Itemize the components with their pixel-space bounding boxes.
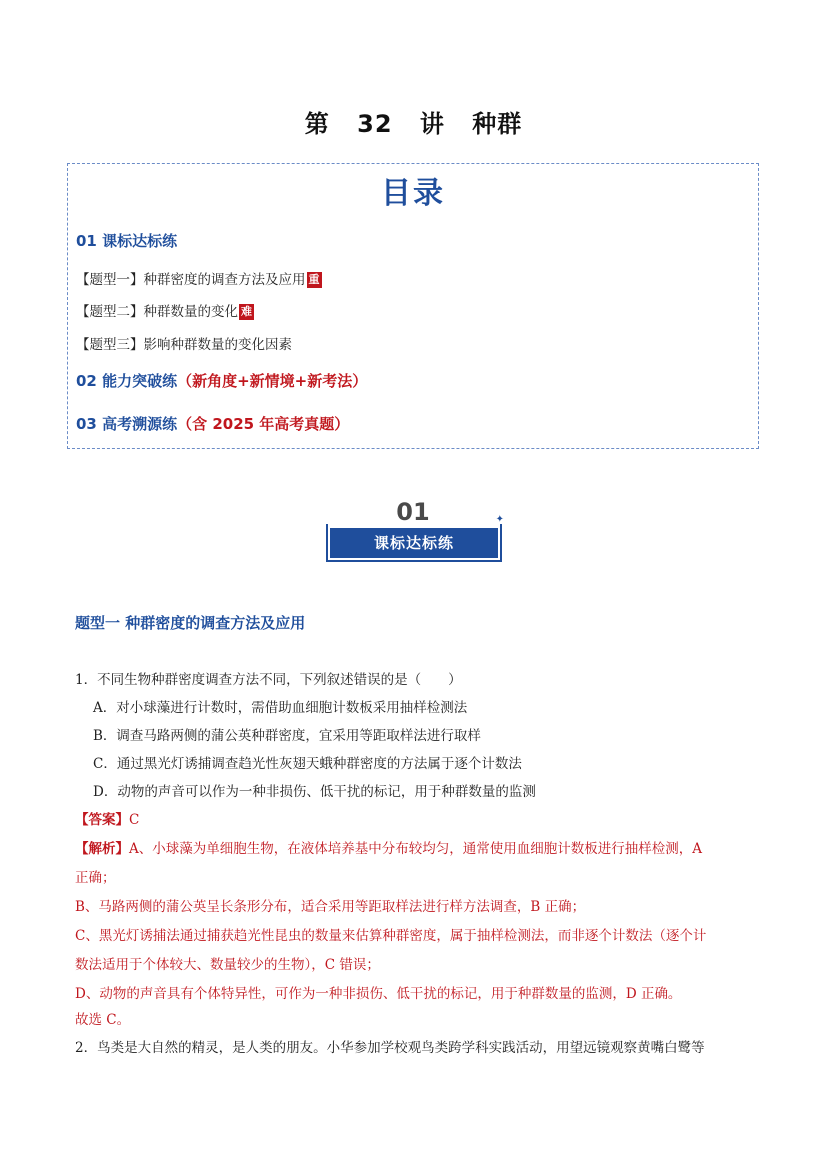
analysis-label: 【解析】 — [75, 841, 129, 857]
answer-label: 【答案】 — [75, 812, 129, 828]
toc-section-3[interactable] — [76, 413, 349, 434]
analysis-text: A、小球藻为单细胞生物，在液体培养基中分布较均匀，通常使用血细胞计数板进行抽样检测，A — [129, 841, 702, 857]
toc-item-label: 【题型一】种群密度的调查方法及应用 — [76, 272, 306, 288]
analysis-line: D、动物的声音具有个体特异性，可作为一种非损伤、低干扰的标记，用于种群数量的监测，D 正确。 — [75, 986, 682, 1002]
sparkle-icon: ✦ — [495, 514, 504, 525]
analysis-line — [75, 837, 702, 857]
question-1-stem: 1．不同生物种群密度调查方法不同，下列叙述错误的是（ ） — [75, 672, 462, 688]
toc-section-label: 03 高考溯源练 — [76, 415, 178, 433]
analysis-line: 数法适用于个体较大、数量较少的生物），C 错误； — [75, 957, 380, 973]
toc-heading: 目录 — [381, 176, 445, 211]
toc-item-label: 【题型三】影响种群数量的变化因素 — [76, 337, 292, 353]
analysis-line: B、马路两侧的蒲公英呈长条形分布，适合采用等距取样法进行样方法调查，B 正确； — [75, 899, 586, 915]
analysis-line: 故选 C。 — [75, 1012, 131, 1028]
toc-section-2[interactable] — [76, 370, 367, 391]
difficulty-badge: 重 — [308, 273, 320, 286]
type-heading: 题型一 种群密度的调查方法及应用 — [75, 614, 306, 632]
toc-item-type-1[interactable] — [76, 268, 322, 288]
toc-section-1[interactable]: 01 课标达标练 — [76, 232, 178, 250]
analysis-line: 正确； — [75, 870, 116, 886]
difficulty-badge: 难 — [241, 305, 252, 318]
section-banner — [318, 498, 508, 570]
option-a: A．对小球藻进行计数时，需借助血细胞计数板采用抽样检测法 — [93, 700, 468, 716]
toc-item-label: 【题型二】种群数量的变化 — [76, 304, 238, 320]
toc-section-note: （含 2025 年高考真题） — [177, 415, 350, 433]
answer-value: C — [129, 812, 140, 828]
section-number: 01 — [396, 498, 430, 526]
option-d: D．动物的声音可以作为一种非损伤、低干扰的标记，用于种群数量的监测 — [93, 784, 536, 800]
option-b: B．调查马路两侧的蒲公英种群密度，宜采用等距取样法进行取样 — [93, 728, 481, 744]
answer-line — [75, 808, 139, 828]
table-of-contents — [67, 163, 759, 449]
page-title: 第 32 讲 种群 — [304, 110, 523, 138]
toc-section-note: （新角度+新情境+新考法） — [177, 372, 368, 390]
option-c: C．通过黑光灯诱捕调查趋光性灰翅天蛾种群密度的方法属于逐个计数法 — [93, 756, 522, 772]
toc-item-type-2[interactable] — [76, 300, 254, 320]
toc-item-type-3[interactable] — [76, 333, 292, 353]
question-2-stem: 2．鸟类是大自然的精灵，是人类的朋友。小华参加学校观鸟类跨学科实践活动，用望远镜观察黄嘴白鹭等 — [75, 1040, 705, 1056]
toc-section-label: 02 能力突破练 — [76, 372, 178, 390]
analysis-line: C、黑光灯诱捕法通过捕获趋光性昆虫的数量来估算种群密度，属于抽样检测法，而非逐个计数法（逐个计 — [75, 928, 707, 944]
section-label: 课标达标练 — [330, 528, 498, 558]
